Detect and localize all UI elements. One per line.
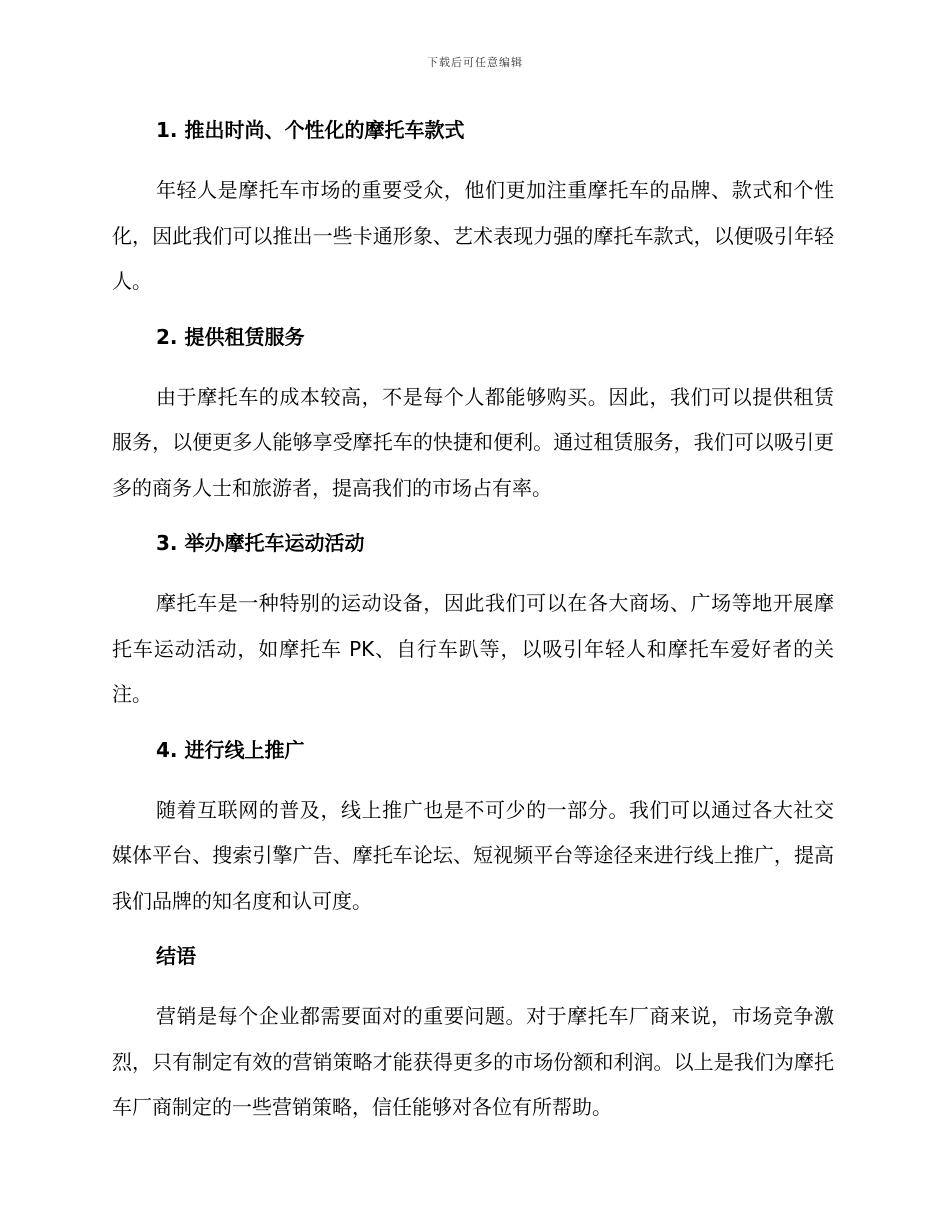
section-paragraph: 年轻人是摩托车市场的重要受众，他们更加注重摩托车的品牌、款式和个性化，因此我们可以推出一些卡通形象、艺术表现力强的摩托车款式，以便吸引年轻人。 [112,178,834,293]
section-heading: 结语 [156,944,196,968]
section-paragraph: 营销是每个企业都需要面对的重要问题。对于摩托车厂商来说，市场竞争激烈，只有制定有效的营销策略才能获得更多的市场份额和利润。以上是我们为摩托车厂商制定的一些营销策略，信任能够对各位有所帮助。 [112,1004,834,1119]
section-paragraph: 摩托车是一种特别的运动设备，因此我们可以在各大商场、广场等地开展摩托车运动活动，如摩托车 PK、自行车趴等，以吸引年轻人和摩托车爱好者的关注。 [112,591,834,706]
section-1 [112,112,834,319]
header-note: 下载后可任意编辑 [427,56,523,69]
section-paragraph: 由于摩托车的成本较高，不是每个人都能够购买。因此，我们可以提供租赁服务，以便更多人能够享受摩托车的快捷和便利。通过租赁服务，我们可以吸引更多的商务人士和旅游者，提高我们的市场占有率。 [112,384,834,500]
section-paragraph: 随着互联网的普及，线上推广也是不可少的一部分。我们可以通过各大社交媒体平台、搜索引擎广告、摩托车论坛、短视频平台等途径来进行线上推广，提高我们品牌的知名度和认可度。 [112,797,834,913]
section-conclusion [112,938,834,1131]
section-4 [112,732,834,939]
section-heading: 1. 推出时尚、个性化的摩托车款式 [156,118,465,142]
section-2 [112,319,834,526]
section-heading: 4. 进行线上推广 [156,737,305,762]
section-3 [112,525,834,732]
section-heading: 3. 举办摩托车运动活动 [156,531,365,555]
document-body [112,112,834,1131]
section-heading: 2. 提供租赁服务 [156,324,305,349]
